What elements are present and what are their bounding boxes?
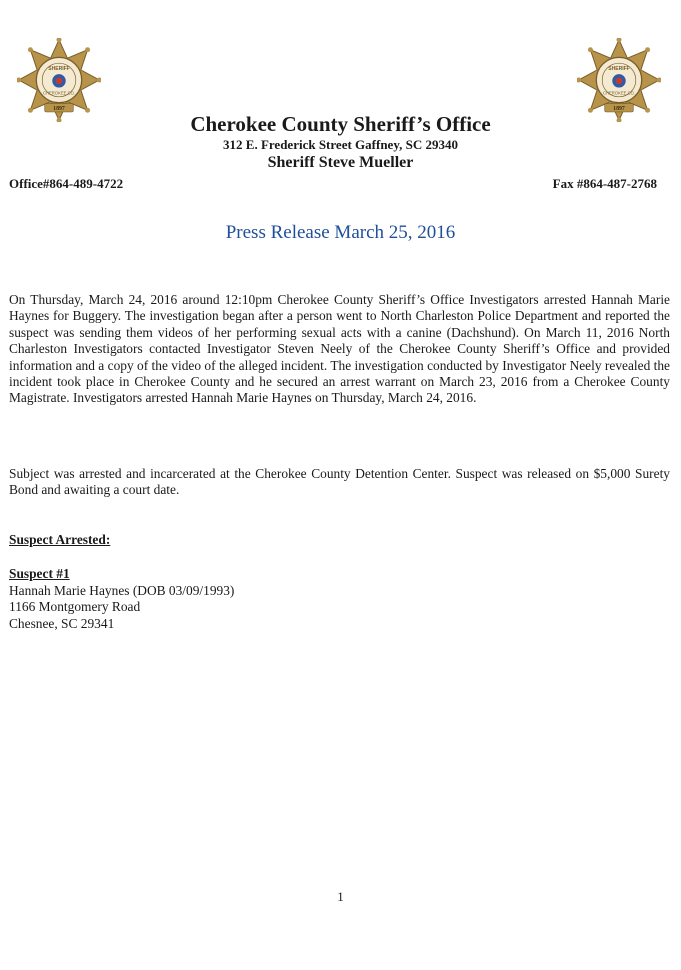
org-title: Cherokee County Sheriff’s Office: [190, 112, 491, 136]
star-badge-icon: [577, 38, 661, 122]
sheriff-name: Sheriff Steve Mueller: [267, 154, 414, 171]
sheriff-badge-left: [17, 38, 101, 122]
svg-text:1897: 1897: [53, 106, 65, 113]
paragraph-incarceration: Subject was arrested and incarcerated at the Cherokee County Detention Center. Suspect was released on $5,000 Surety Bond and awaiting a court date.: [9, 466, 670, 498]
svg-text:SHERIFF: SHERIFF: [608, 65, 630, 72]
press-release-title: Press Release March 25, 2016: [225, 222, 456, 243]
suspect-name-dob: Hannah Marie Haynes (DOB 03/09/1993): [9, 583, 235, 598]
sheriff-badge-right: [577, 38, 661, 122]
paragraph-arrest-details: On Thursday, March 24, 2016 around 12:10pm Cherokee County Sheriff’s Office Investigators arrested Hannah Marie Haynes for Buggery. The investigation began after a person went to North Charleston Police Department and reported the suspect was sending them videos of her performing sexual acts with a canine (Dachshund). On March 11, 2016 North Charleston Investigators contacted Investigator Steven Neely of the Cherokee County Sheriff’s Office and provided information and a copy of the video of the alleged incident. The investigation conducted by Investigator Neely revealed the incident took place in Cherokee County and he secured an arrest warrant on March 23, 2016 from a Cherokee County Magistrate. Investigators arrested Hannah Marie Haynes on Thursday, March 24, 2016.: [9, 292, 670, 406]
svg-text:1897: 1897: [613, 106, 625, 113]
suspect-city: Chesnee, SC 29341: [9, 615, 115, 631]
star-badge-icon: [17, 38, 101, 122]
fax-number: Fax #864-487-2768: [552, 176, 657, 191]
suspect-label: Suspect #1: [9, 566, 70, 581]
page-number: 1: [337, 889, 344, 904]
suspect-arrested-heading: Suspect Arrested:: [9, 532, 111, 547]
suspect-street: 1166 Montgomery Road: [9, 599, 141, 615]
office-phone: Office#864-489-4722: [9, 176, 124, 191]
svg-text:SHERIFF: SHERIFF: [48, 65, 70, 72]
letterhead: [0, 111, 681, 173]
org-address: 312 E. Frederick Street Gaffney, SC 29340: [223, 137, 458, 152]
svg-text:CHEROKEE CO.: CHEROKEE CO.: [602, 90, 636, 96]
suspect-details: [9, 583, 234, 632]
svg-text:CHEROKEE CO.: CHEROKEE CO.: [42, 90, 76, 96]
